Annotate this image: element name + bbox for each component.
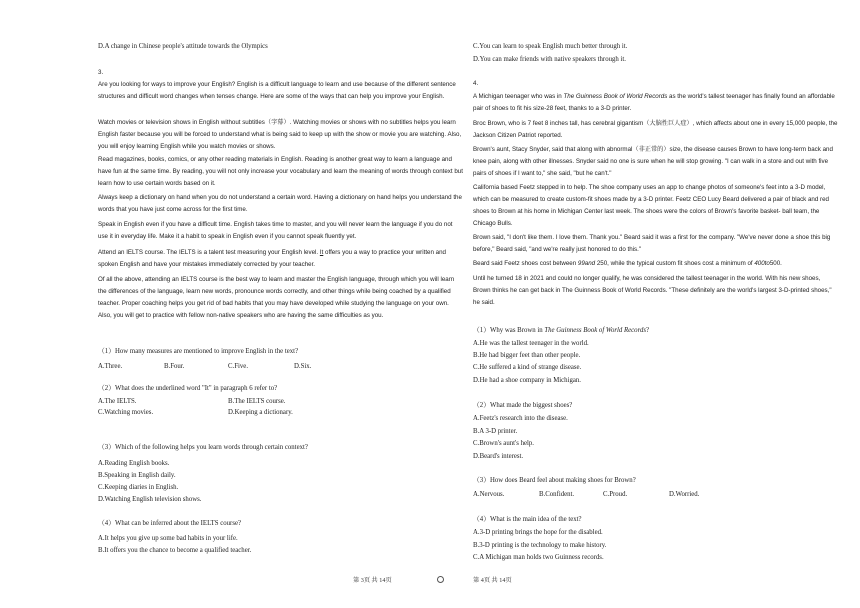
q4-option-b[interactable]: B.It offers you the chance to become a qualified teacher. — [98, 547, 252, 554]
q1-option-c[interactable]: C.Five. — [228, 363, 249, 370]
passage3-question-4: （4）What can be inferred about the IELTS course? — [98, 520, 241, 527]
p1-text-a: A Michigan teenager who was in — [473, 93, 564, 100]
q3-option-b[interactable]: B.Speaking in English daily. — [98, 472, 176, 479]
p4-q2-option-b[interactable]: B.A 3-D printer. — [473, 428, 518, 435]
passage3-paragraph-4: Always keep a dictionary on hand when you do not understand a certain word. Having a dictionary on hand helps you understand the words that you have just come across for the first time. — [98, 194, 462, 213]
passage3-question-1: （1）How many measures are mentioned to improve English in the text? — [98, 348, 299, 355]
p4-q3-option-b[interactable]: B.Confident. — [539, 491, 575, 498]
passage4-paragraph-6 — [473, 258, 838, 270]
q2-option-d[interactable]: D.Keeping a dictionary. — [228, 409, 293, 416]
q1-option-a[interactable]: A.Three. — [98, 363, 123, 370]
question-number-3: 3. — [98, 69, 104, 76]
q4-option-a[interactable]: A.It helps you give up some bad habits in your life. — [98, 535, 238, 542]
question-number-4: 4. — [473, 80, 479, 87]
p6-text-a: Beard said Feetz shoes cost between — [473, 260, 578, 267]
p4-q1-option-d[interactable]: D.He had a shoe company in Michigan. — [473, 377, 581, 384]
passage4-question-2: （2）What made the biggest shoes? — [473, 402, 573, 409]
p4-q4-option-a[interactable]: A.3-D printing brings the hope for the disabled. — [473, 529, 603, 536]
p4-q2-option-a[interactable]: A.Feetz's research into the disease. — [473, 415, 568, 422]
q2-option-b[interactable]: B.The IELTS course. — [228, 398, 286, 405]
passage3-question-2: （2）What does the underlined word "It" in paragraph 6 refer to? — [98, 385, 278, 392]
passage3-paragraph-5: Speak in English even if you have a difficult time. English takes time to master, and you will never learn the language if you do not use it in everyday life. Make it a habit to speak in English even if you cannot speak fluently yet. — [98, 221, 453, 240]
paragraph6-text-b: offers you a way to practice your written and spoken English and have your mistakes immediately corrected by your teacher. — [98, 249, 446, 268]
q1-option-b[interactable]: B.Four. — [164, 363, 185, 370]
p4-q1-option-c[interactable]: C.He suffered a kind of strange disease. — [473, 364, 582, 371]
q1-book-title: The Guinness Book of World Records — [544, 327, 647, 334]
p6-italic-a: 99and — [577, 260, 596, 267]
p1-book-title: The Guinness Book of World Records — [563, 93, 668, 100]
prev-option-d: D.You can make friends with native speakers through it. — [473, 56, 626, 63]
passage4-question-3: （3）How does Beard feel about making shoes for Brown? — [473, 477, 636, 484]
p1-text-b: as the world's tallest teenager has finally found an affordable pair of shoes to fit his size-28 feet, thanks to a 3-D printer. — [473, 93, 835, 112]
passage4-question-1 — [473, 325, 838, 337]
q1-text-a: （1）Why was Brown in — [473, 327, 545, 334]
p4-q3-option-c[interactable]: C.Proud. — [603, 491, 628, 498]
p6-text-b: 250, while the typical custom fit shoes cost a minimum of — [595, 260, 755, 267]
q2-option-a[interactable]: A.The IELTS. — [98, 398, 137, 405]
prev-option-c: C.You can learn to speak English much better through it. — [473, 43, 628, 50]
q3-option-d[interactable]: D.Watching English television shows. — [98, 496, 202, 503]
p4-q4-option-b[interactable]: B.3-D printing is the technology to make history. — [473, 542, 607, 549]
passage4-paragraph-1 — [473, 91, 838, 115]
passage3-paragraph-2: Watch movies or television shows in English without subtitles（字幕）. Watching movies or shows with no subtitles helps you learn English faster because you will be forced to understand what is being said to keep up with the show or movie you are watching. Also, you will enjoy learning English while you watch movies or shows. — [98, 119, 462, 150]
passage4-paragraph-2: Broc Brown, who is 7 feet 8 inches tall, has cerebral gigantism（大脑性巨人症）, which affects about one in every 15,000 people, the Jackson Citizen Patriot reported. — [473, 120, 838, 139]
passage4-question-4: （4）What is the main idea of the text? — [473, 516, 582, 523]
p4-q2-option-d[interactable]: D.Beard's interest. — [473, 453, 524, 460]
passage3-paragraph-1: Are you looking for ways to improve your English? English is a difficult language to learn and use because of the different sentence structures and difficult word changes when tenses change. Here are some of the ways that can help you improve your English. — [98, 81, 456, 100]
passage4-paragraph-4: California based Feetz stepped in to help. The shoe company uses an app to change photos of someone's feet into a 3-D model, which can be measured to create custom-fit shoes made by a 3-D printer. Feetz CEO Lucy Beard delivered a pair of black and red shoes to Brown at his home in Michigan Center last week. The shoes were the colors of Brown's favorite basket- ball team, the Chicago Bulls. — [473, 184, 829, 227]
passage3-question-3: （3）Which of the following helps you learn words through certain context? — [98, 444, 308, 451]
q2-option-c[interactable]: C.Watching movies. — [98, 409, 154, 416]
prev-option-d: D.A change in Chinese people's attitude towards the Olympics — [98, 43, 268, 50]
passage4-paragraph-7: Until he turned 18 in 2021 and could no longer qualify, he was considered the tallest teenager in the world. With his new shoes, Brown thinks he can get back in The Guinness Book of World Records. "These definitely are the world's largest 3-D-printed shoes," he said. — [473, 275, 832, 306]
q1-text-b: ? — [646, 327, 650, 334]
passage4-paragraph-3: Brown's aunt, Stacy Snyder, said that along with abnormal（非正常的）size, the disease causes Brown to have long-term back and knee pain, along with other illnesses. Snyder said no one is sure when he will stop growing. "I can walk in a store and out with five pairs of shoes if I want to," she said, "but he can't." — [473, 146, 833, 177]
p6-italic-b: 400to — [754, 260, 770, 267]
passage3-paragraph-7: Of all the above, attending an IELTS course is the best way to learn and master the English language, through which you will learn the differences of the language, learn new words, pronounce words correctly, and other things while being coached by a qualified teacher. Proper coaching helps you get rid of bad habits that you may have developed while studying the language on your own. Also, you will get to practice with fellow non-native speakers who are having the same difficulties as you. — [98, 276, 455, 319]
p6-text-c: 500. — [769, 260, 782, 267]
passage4-paragraph-5: Brown said, "I don't like them. I love them. Thank you." Beard said it was a first for the company. "We've never done a shoe this big before," Beard said, "and we're really just honored to do this." — [473, 234, 831, 253]
paragraph6-text-a: Attend an IELTS course. The IELTS is a talent test measuring your English level. — [98, 249, 320, 256]
p4-q1-option-a[interactable]: A.He was the tallest teenager in the world. — [473, 340, 589, 347]
page-binding-circle-icon — [437, 576, 444, 583]
q3-option-c[interactable]: C.Keeping diaries in English. — [98, 484, 179, 491]
p4-q2-option-c[interactable]: C.Brown's aunt's help. — [473, 440, 534, 447]
p4-q3-option-d[interactable]: D.Worried. — [669, 491, 700, 498]
passage3-paragraph-3: Read magazines, books, comics, or any other reading materials in English. Reading is another great way to learn a language and have fun at the same time. By reading, you will not only increase your vocabulary and learn the meaning of words through context but learn how to use certain words based on it. — [98, 156, 463, 187]
p4-q1-option-b[interactable]: B.He had bigger feet than other people. — [473, 352, 581, 359]
q1-option-d[interactable]: D.Six. — [294, 363, 312, 370]
p4-q3-option-a[interactable]: A.Nervous. — [473, 491, 505, 498]
footer-page-left: 第 3页 共 14页 — [353, 577, 392, 584]
p4-q4-option-c[interactable]: C.A Michigan man holds two Guinness records. — [473, 554, 604, 561]
passage3-paragraph-6 — [98, 247, 463, 271]
q3-option-a[interactable]: A.Reading English books. — [98, 460, 170, 467]
footer-page-right: 第 4页 共 14页 — [473, 577, 512, 584]
underlined-word-it: It — [319, 249, 324, 256]
